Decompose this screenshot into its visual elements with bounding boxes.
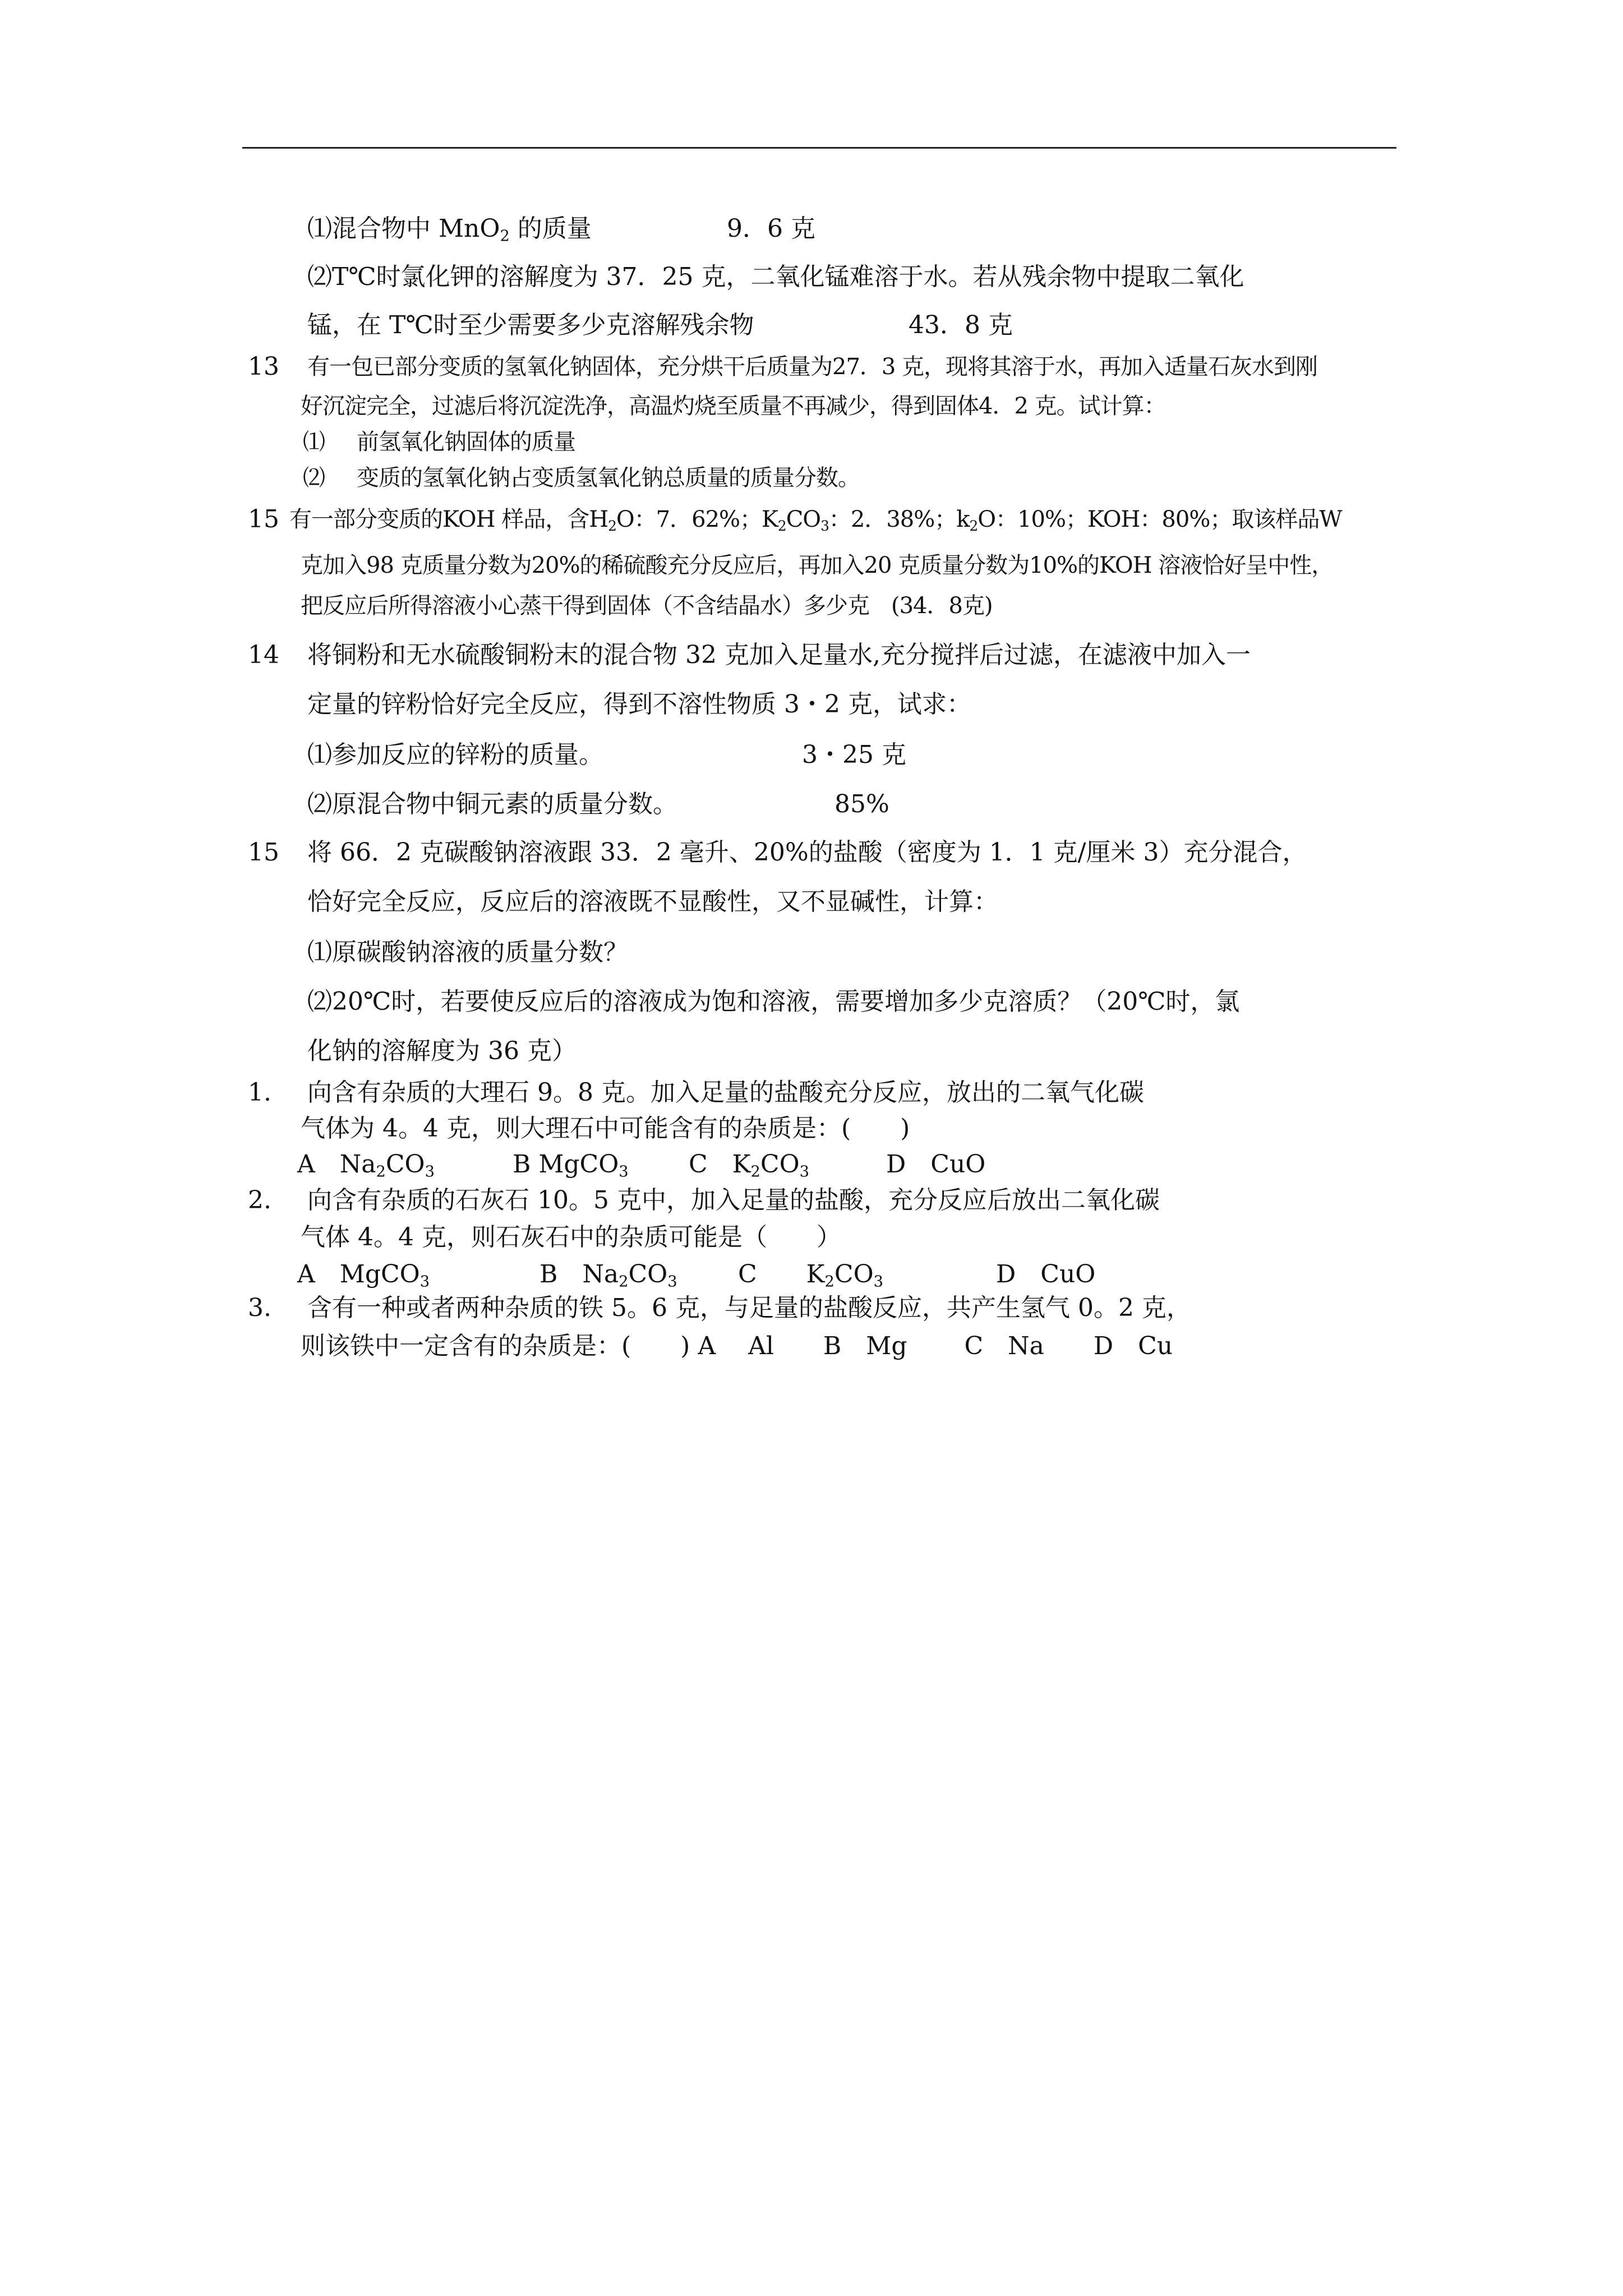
q13-sub2: 变质的氢氧化钠占变质氢氧化钠总质量的质量分数。 bbox=[357, 465, 860, 491]
mc2-line2: 气体 4。4 克，则石灰石中的杂质可能是（ ） bbox=[301, 1223, 841, 1251]
subscript: 2 bbox=[777, 517, 786, 534]
subscript: 3 bbox=[619, 1163, 629, 1181]
option-text: CO bbox=[760, 1150, 800, 1179]
q15a-line1-d: ：2．38%；k bbox=[828, 507, 970, 532]
q15a-line1-b: O：7．62%；K bbox=[616, 507, 778, 532]
subscript: 3 bbox=[873, 1273, 884, 1291]
header-rule bbox=[242, 147, 1396, 149]
mc2-option-b bbox=[540, 1259, 677, 1290]
option-text: C K bbox=[738, 1260, 825, 1289]
q15b-part2-line2: 化钠的溶解度为 36 克） bbox=[307, 1037, 577, 1065]
q12-part1-text-b: 的质量 bbox=[509, 214, 592, 243]
subscript: 3 bbox=[425, 1163, 435, 1181]
mc1-option-b bbox=[513, 1149, 629, 1180]
mc1-line2: 气体为 4。4 克，则大理石中可能含有的杂质是：( ) bbox=[301, 1114, 910, 1143]
mc2-option-d: D CuO bbox=[996, 1260, 1096, 1289]
mc2-number: 2. bbox=[248, 1186, 271, 1214]
q15a-number: 15 bbox=[248, 505, 279, 533]
q13-sub2-number: ⑵ bbox=[303, 465, 325, 491]
q15b-part1: ⑴原碳酸钠溶液的质量分数？ bbox=[307, 938, 628, 967]
mc2-option-a bbox=[297, 1259, 430, 1290]
option-text: B MgCO bbox=[513, 1150, 619, 1179]
q13-number: 13 bbox=[248, 352, 279, 381]
q15b-line1: 将 66．2 克碳酸钠溶液跟 33．2 毫升、20%的盐酸（密度为 1．1 克/厘米 3）充分混合， bbox=[307, 838, 1307, 867]
q14-line1: 将铜粉和无水硫酸铜粉末的混合物 32 克加入足量水,充分搅拌后过滤，在滤液中加入一 bbox=[307, 641, 1251, 669]
subscript: 2 bbox=[500, 227, 510, 245]
q14-line2: 定量的锌粉恰好完全反应，得到不溶性物质 3・2 克，试求： bbox=[307, 690, 971, 719]
subscript: 2 bbox=[750, 1163, 760, 1181]
mc3-line2: 则该铁中一定含有的杂质是：( ) A Al B Mg C Na D Cu bbox=[301, 1332, 1173, 1360]
option-text: CO bbox=[628, 1260, 668, 1289]
mc2-line1: 向含有杂质的石灰石 10。5 克中，加入足量的盐酸，充分反应后放出二氧化碳 bbox=[307, 1186, 1160, 1214]
subscript: 3 bbox=[820, 517, 829, 534]
q15a-line3: 把反应后所得溶液小心蒸干得到固体（不含结晶水）多少克 (34．8克) bbox=[301, 593, 993, 619]
q13-line2: 好沉淀完全，过滤后将沉淀洗净，高温灼烧至质量不再减少，得到固体4．2 克。试计算： bbox=[301, 393, 1166, 419]
subscript: 2 bbox=[969, 517, 978, 534]
mc1-number: 1. bbox=[248, 1078, 271, 1107]
option-text: A Na bbox=[297, 1150, 376, 1179]
q12-part2-line2: 锰，在 T℃时至少需要多少克溶解残余物 bbox=[307, 311, 754, 339]
q15b-part2-line1: ⑵20℃时，若要使反应后的溶液成为饱和溶液，需要增加多少克溶质？（20℃时，氯 bbox=[307, 987, 1240, 1016]
mc1-line1: 向含有杂质的大理石 9。8 克。加入足量的盐酸充分反应，放出的二氧气化碳 bbox=[307, 1078, 1144, 1107]
q12-part1-text: ⑴混合物中 MnO bbox=[307, 214, 500, 243]
mc1-option-d: D CuO bbox=[886, 1150, 986, 1179]
subscript: 2 bbox=[608, 517, 616, 534]
option-text: A MgCO bbox=[297, 1260, 420, 1289]
q13-line1: 有一包已部分变质的氢氧化钠固体，充分烘干后质量为27．3 克，现将其溶于水，再加入适量石灰水到刚 bbox=[307, 354, 1318, 380]
subscript: 3 bbox=[419, 1273, 430, 1291]
q14-part2-answer: 85% bbox=[834, 790, 889, 818]
q15a-line2: 克加入98 克质量分数为20%的稀硫酸充分反应后，再加入20 克质量分数为10%的KOH 溶液恰好呈中性， bbox=[301, 553, 1334, 578]
mc1-option-c bbox=[689, 1149, 809, 1180]
q15b-line2: 恰好完全反应，反应后的溶液既不显酸性，又不显碱性，计算： bbox=[307, 887, 998, 916]
q12-part2-line1: ⑵T℃时氯化钾的溶解度为 37．25 克，二氧化锰难溶于水。若从残余物中提取二氧化 bbox=[307, 263, 1244, 291]
q14-number: 14 bbox=[248, 641, 279, 669]
q13-sub1-number: ⑴ bbox=[303, 429, 325, 455]
q12-part1-answer: 9．6 克 bbox=[727, 214, 815, 243]
mc1-option-a bbox=[297, 1149, 435, 1180]
q15a-line1-a: 有一部分变质的KOH 样品，含H bbox=[289, 507, 608, 532]
option-text: CO bbox=[834, 1260, 874, 1289]
subscript: 3 bbox=[799, 1163, 810, 1181]
q12-part1 bbox=[307, 213, 592, 245]
subscript: 2 bbox=[824, 1273, 834, 1291]
mc3-line1: 含有一种或者两种杂质的铁 5。6 克，与足量的盐酸反应，共产生氢气 0。2 克， bbox=[307, 1294, 1191, 1322]
q13-sub1: 前氢氧化钠固体的质量 bbox=[357, 429, 575, 455]
q14-part2: ⑵原混合物中铜元素的质量分数。 bbox=[307, 790, 677, 818]
option-text: CO bbox=[385, 1150, 425, 1179]
mc2-option-c bbox=[738, 1259, 883, 1290]
q15a-line1-e: O：10%；KOH：80%；取该样品W bbox=[978, 507, 1342, 532]
option-text: B Na bbox=[540, 1260, 619, 1289]
q14-part1-answer: 3・25 克 bbox=[802, 740, 906, 769]
q14-part1: ⑴参加反应的锌粉的质量。 bbox=[307, 740, 603, 769]
subscript: 3 bbox=[667, 1273, 677, 1291]
q15a-line1 bbox=[289, 504, 1341, 535]
q15b-number: 15 bbox=[248, 838, 279, 867]
subscript: 2 bbox=[619, 1273, 629, 1291]
subscript: 2 bbox=[376, 1163, 386, 1181]
mc3-number: 3. bbox=[248, 1294, 271, 1322]
q15a-line1-c: CO bbox=[786, 507, 821, 532]
option-text: C K bbox=[689, 1150, 751, 1179]
q12-part2-answer: 43．8 克 bbox=[909, 311, 1013, 339]
